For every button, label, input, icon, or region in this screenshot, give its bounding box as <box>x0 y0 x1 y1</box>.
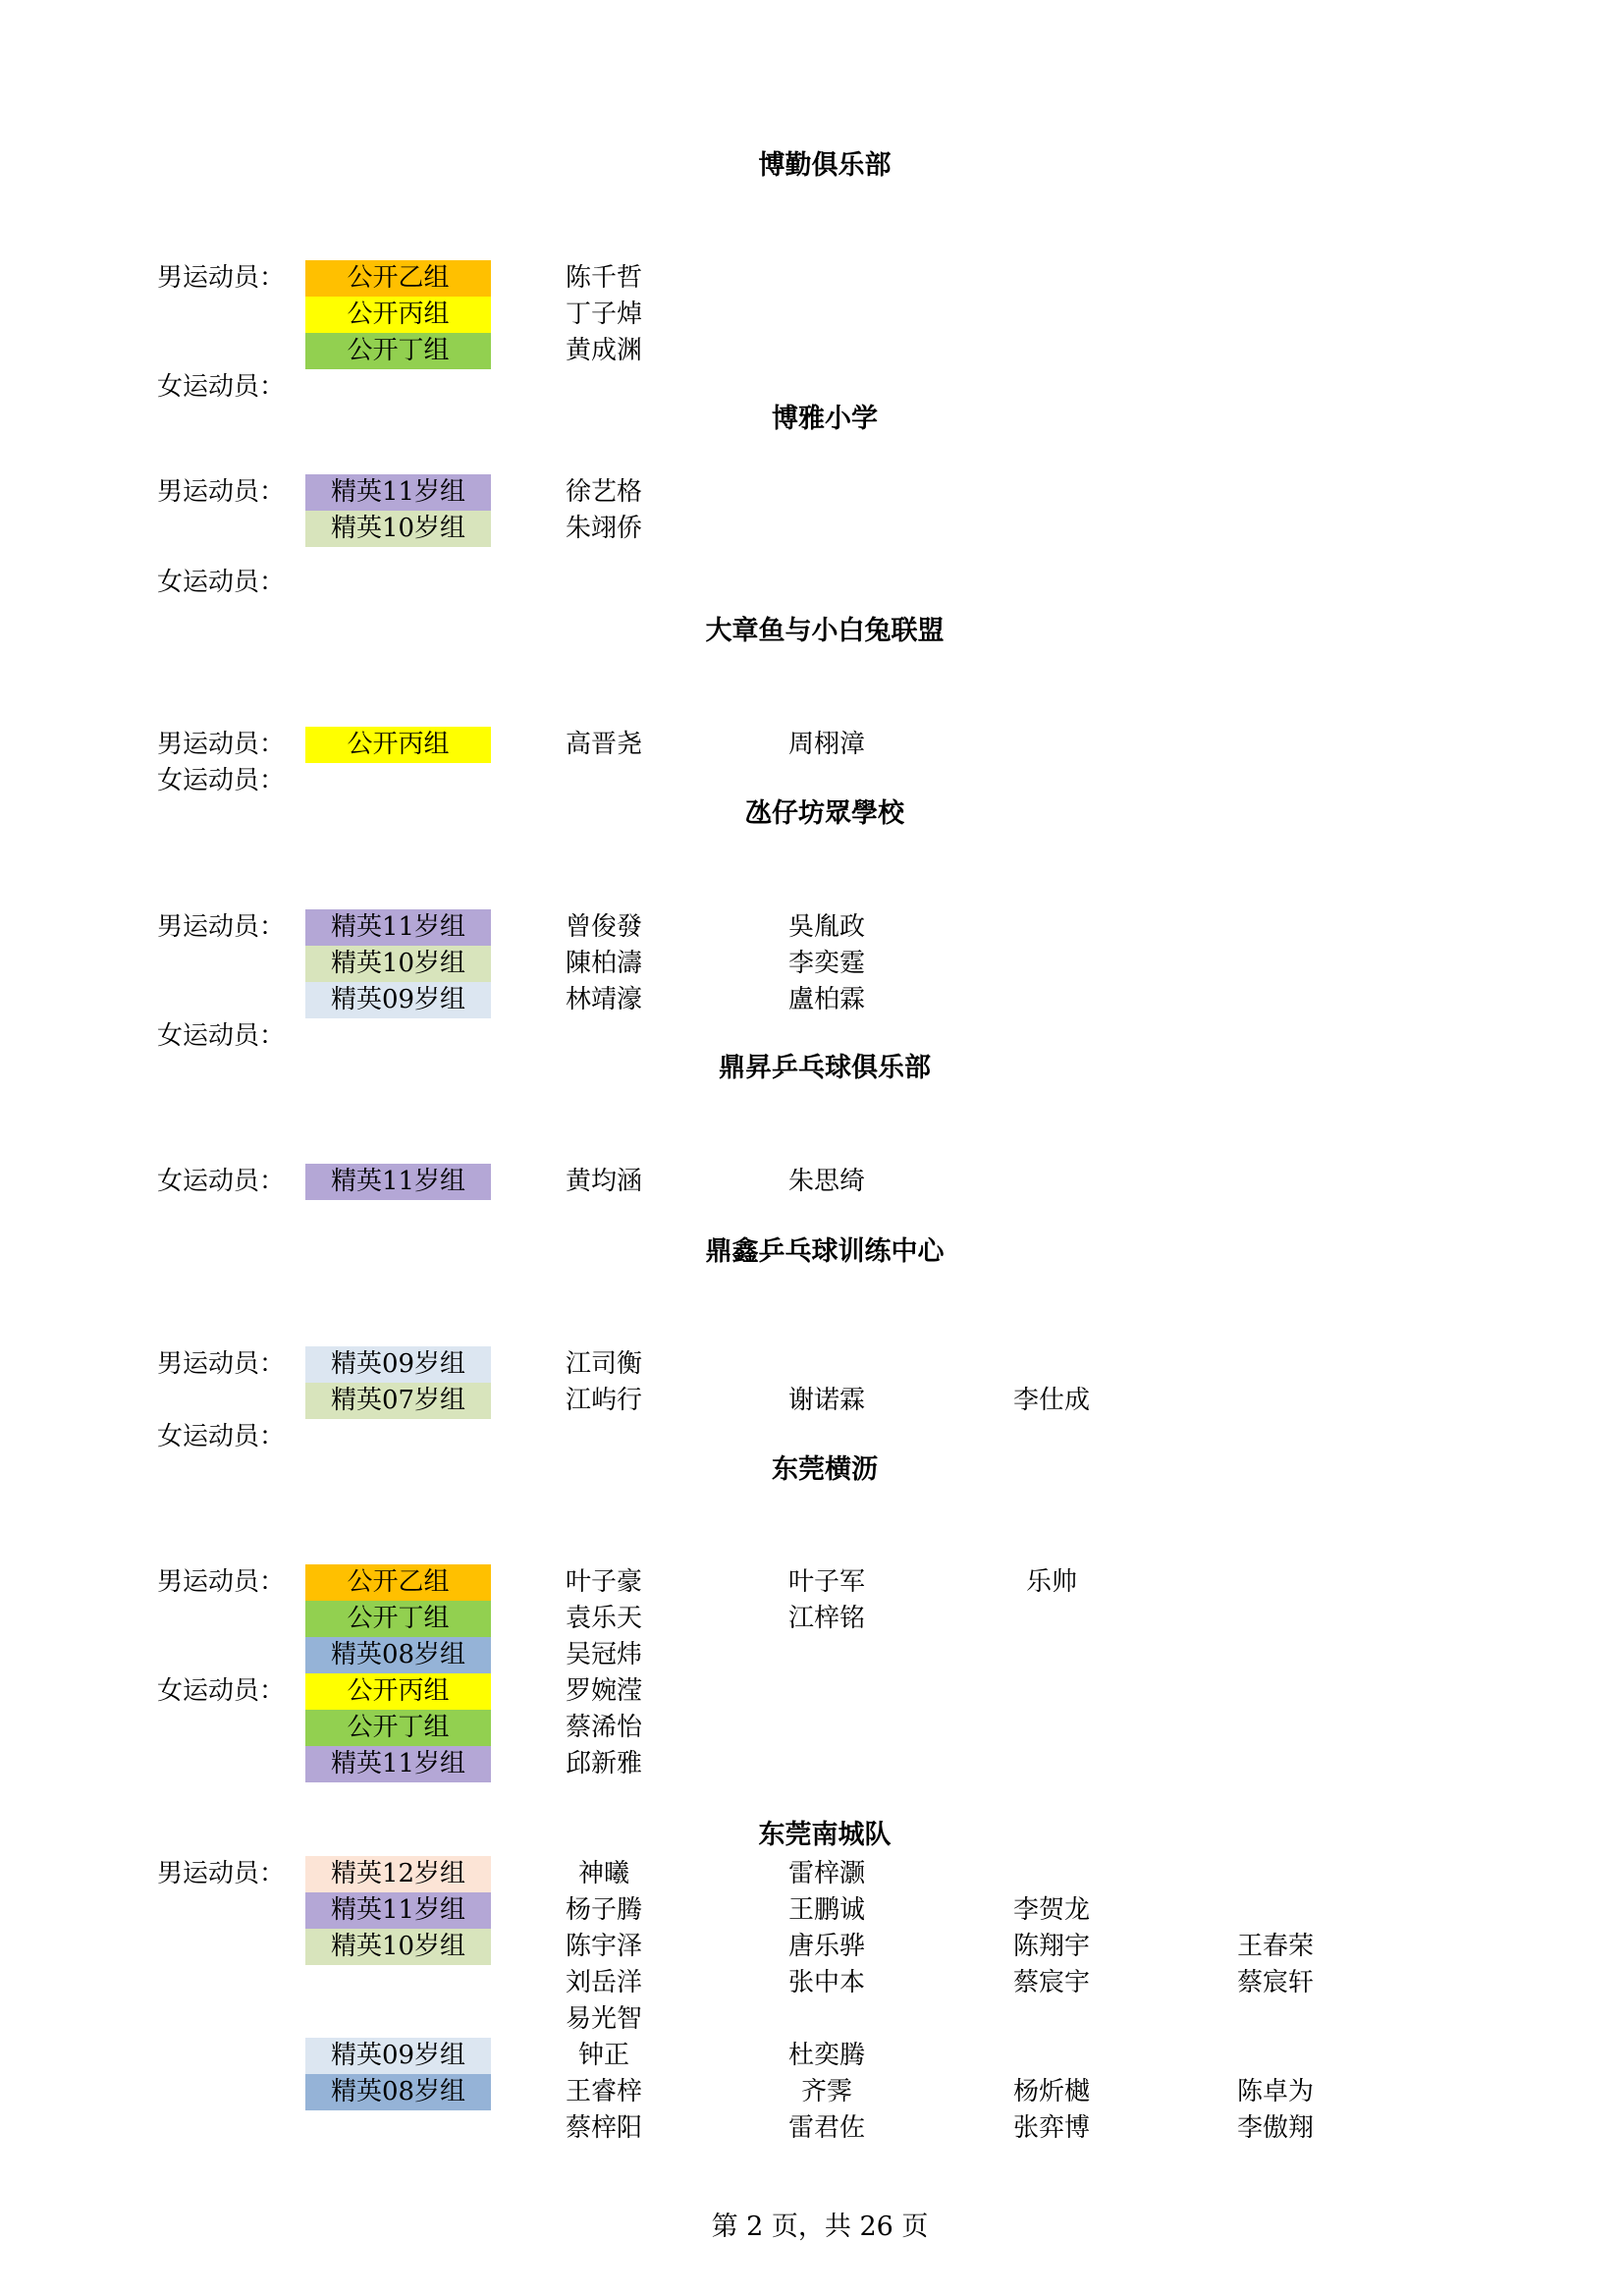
group-badge: 公开丁组 <box>305 1710 491 1746</box>
player-name: 张中本 <box>787 1968 865 1997</box>
group-badge: 精英11岁组 <box>305 1892 491 1929</box>
player-name: 齐霁 <box>800 2077 852 2106</box>
roster-row <box>0 909 1623 946</box>
player-name: 雷梓灏 <box>787 1859 865 1888</box>
group-badge: 公开乙组 <box>305 1564 491 1601</box>
player-name: 乐帅 <box>1025 1567 1077 1597</box>
roster-row <box>0 1856 1623 1892</box>
group-badge: 精英12岁组 <box>305 1856 491 1892</box>
group-badge: 精英09岁组 <box>305 982 491 1018</box>
player-name: 王春荣 <box>1236 1932 1314 1961</box>
player-name: 黄均涵 <box>565 1167 642 1196</box>
group-badge: 公开丙组 <box>305 297 491 333</box>
player-name: 盧柏霖 <box>787 985 865 1014</box>
group-badge: 精英09岁组 <box>305 1346 491 1383</box>
player-name: 李傲翔 <box>1236 2113 1314 2143</box>
player-name: 陈翔宇 <box>1012 1932 1090 1961</box>
roster-row <box>0 2038 1623 2074</box>
roster-row <box>0 1637 1623 1673</box>
gender-label: 男运动员： <box>157 912 286 942</box>
roster-row <box>0 511 1623 547</box>
gender-label: 女运动员： <box>157 568 286 597</box>
player-name: 杨炘樾 <box>1012 2077 1090 2106</box>
club-title: 鼎昇乒乓球俱乐部 <box>719 1053 931 1083</box>
roster-row <box>0 1965 1623 2001</box>
player-name: 丁子焯 <box>565 300 642 329</box>
player-name: 陈宇泽 <box>565 1932 642 1961</box>
player-name: 罗婉滢 <box>565 1676 642 1706</box>
group-badge: 精英10岁组 <box>305 1929 491 1965</box>
player-name: 蔡浠怡 <box>565 1713 642 1742</box>
player-name: 朱翊侨 <box>565 514 642 543</box>
player-name: 陈卓为 <box>1236 2077 1314 2106</box>
player-name: 王鹏诚 <box>787 1895 865 1925</box>
roster-row <box>0 333 1623 369</box>
roster-row <box>0 982 1623 1018</box>
player-name: 李贺龙 <box>1012 1895 1090 1925</box>
roster-row <box>0 2001 1623 2038</box>
group-badge: 公开丙组 <box>305 727 491 763</box>
club-title: 东莞横沥 <box>772 1454 878 1485</box>
player-name: 杨子腾 <box>565 1895 642 1925</box>
roster-row <box>0 1018 1623 1055</box>
roster-row <box>0 1601 1623 1637</box>
group-badge: 精英11岁组 <box>305 1164 491 1200</box>
roster-row <box>0 1929 1623 1965</box>
player-name: 蔡宸轩 <box>1236 1968 1314 1997</box>
roster-row <box>0 369 1623 406</box>
group-badge: 精英11岁组 <box>305 909 491 946</box>
player-name: 杜奕腾 <box>787 2041 865 2070</box>
player-name: 叶子豪 <box>565 1567 642 1597</box>
player-name: 江屿行 <box>565 1386 642 1415</box>
roster-row <box>0 297 1623 333</box>
club-title: 博勤俱乐部 <box>758 150 892 181</box>
gender-label: 女运动员： <box>157 766 286 795</box>
player-name: 陈千哲 <box>565 263 642 293</box>
roster-row <box>0 1892 1623 1929</box>
roster-row <box>0 1419 1623 1455</box>
group-badge: 公开丙组 <box>305 1673 491 1710</box>
group-badge: 精英10岁组 <box>305 511 491 547</box>
player-name: 徐艺格 <box>565 477 642 507</box>
player-name: 叶子军 <box>787 1567 865 1597</box>
player-name: 张弈博 <box>1012 2113 1090 2143</box>
player-name: 陳柏濤 <box>565 949 642 978</box>
roster-row <box>0 260 1623 297</box>
roster-row <box>0 1164 1623 1200</box>
group-badge: 精英08岁组 <box>305 1637 491 1673</box>
gender-label: 男运动员： <box>157 1567 286 1597</box>
gender-label: 女运动员： <box>157 1167 286 1196</box>
gender-label: 男运动员： <box>157 1349 286 1379</box>
player-name: 蔡梓阳 <box>565 2113 642 2143</box>
player-name: 钟正 <box>577 2041 629 2070</box>
player-name: 雷君佐 <box>787 2113 865 2143</box>
player-name: 袁乐天 <box>565 1604 642 1633</box>
player-name: 高晋尧 <box>565 730 642 759</box>
group-badge: 精英07岁组 <box>305 1383 491 1419</box>
player-name: 李奕霆 <box>787 949 865 978</box>
gender-label: 女运动员： <box>157 372 286 402</box>
roster-row <box>0 1383 1623 1419</box>
gender-label: 男运动员： <box>157 1859 286 1888</box>
club-title: 东莞南城队 <box>758 1820 892 1850</box>
club-title: 氹仔坊眾學校 <box>745 798 904 829</box>
player-name: 王睿梓 <box>565 2077 642 2106</box>
player-name: 吴冠炜 <box>565 1640 642 1669</box>
gender-label: 男运动员： <box>157 263 286 293</box>
player-name: 朱思绮 <box>787 1167 865 1196</box>
gender-label: 女运动员： <box>157 1021 286 1051</box>
gender-label: 男运动员： <box>157 730 286 759</box>
player-name: 江梓铭 <box>787 1604 865 1633</box>
club-title: 博雅小学 <box>772 404 878 434</box>
roster-row <box>0 1673 1623 1710</box>
player-name: 邱新雅 <box>565 1749 642 1778</box>
player-name: 神曦 <box>577 1859 629 1888</box>
group-badge: 公开丁组 <box>305 333 491 369</box>
player-name: 江司衡 <box>565 1349 642 1379</box>
roster-row <box>0 2074 1623 2110</box>
player-name: 吳胤政 <box>787 912 865 942</box>
roster-row <box>0 946 1623 982</box>
page-footer: 第 2 页，共 26 页 <box>711 2212 929 2242</box>
gender-label: 男运动员： <box>157 477 286 507</box>
group-badge: 公开乙组 <box>305 260 491 297</box>
roster-row <box>0 2110 1623 2147</box>
club-title: 大章鱼与小白兔联盟 <box>705 616 945 646</box>
club-title: 鼎鑫乒乓球训练中心 <box>705 1236 945 1267</box>
roster-row <box>0 1346 1623 1383</box>
gender-label: 女运动员： <box>157 1422 286 1451</box>
player-name: 林靖濠 <box>565 985 642 1014</box>
roster-row <box>0 1564 1623 1601</box>
group-badge: 精英09岁组 <box>305 2038 491 2074</box>
player-name: 谢诺霖 <box>787 1386 865 1415</box>
group-badge: 精英10岁组 <box>305 946 491 982</box>
player-name: 周栩漳 <box>787 730 865 759</box>
roster-row <box>0 1746 1623 1782</box>
player-name: 黄成渊 <box>565 336 642 365</box>
gender-label: 女运动员： <box>157 1676 286 1706</box>
group-badge: 公开丁组 <box>305 1601 491 1637</box>
group-badge: 精英08岁组 <box>305 2074 491 2110</box>
player-name: 易光智 <box>565 2004 642 2034</box>
group-badge: 精英11岁组 <box>305 1746 491 1782</box>
group-badge: 精英11岁组 <box>305 474 491 511</box>
player-name: 蔡宸宇 <box>1012 1968 1090 1997</box>
roster-row <box>0 565 1623 601</box>
roster-row <box>0 727 1623 763</box>
player-name: 李仕成 <box>1012 1386 1090 1415</box>
player-name: 唐乐骅 <box>787 1932 865 1961</box>
roster-row <box>0 474 1623 511</box>
player-name: 曾俊發 <box>565 912 642 942</box>
roster-row <box>0 1710 1623 1746</box>
player-name: 刘岳洋 <box>565 1968 642 1997</box>
roster-row <box>0 763 1623 799</box>
